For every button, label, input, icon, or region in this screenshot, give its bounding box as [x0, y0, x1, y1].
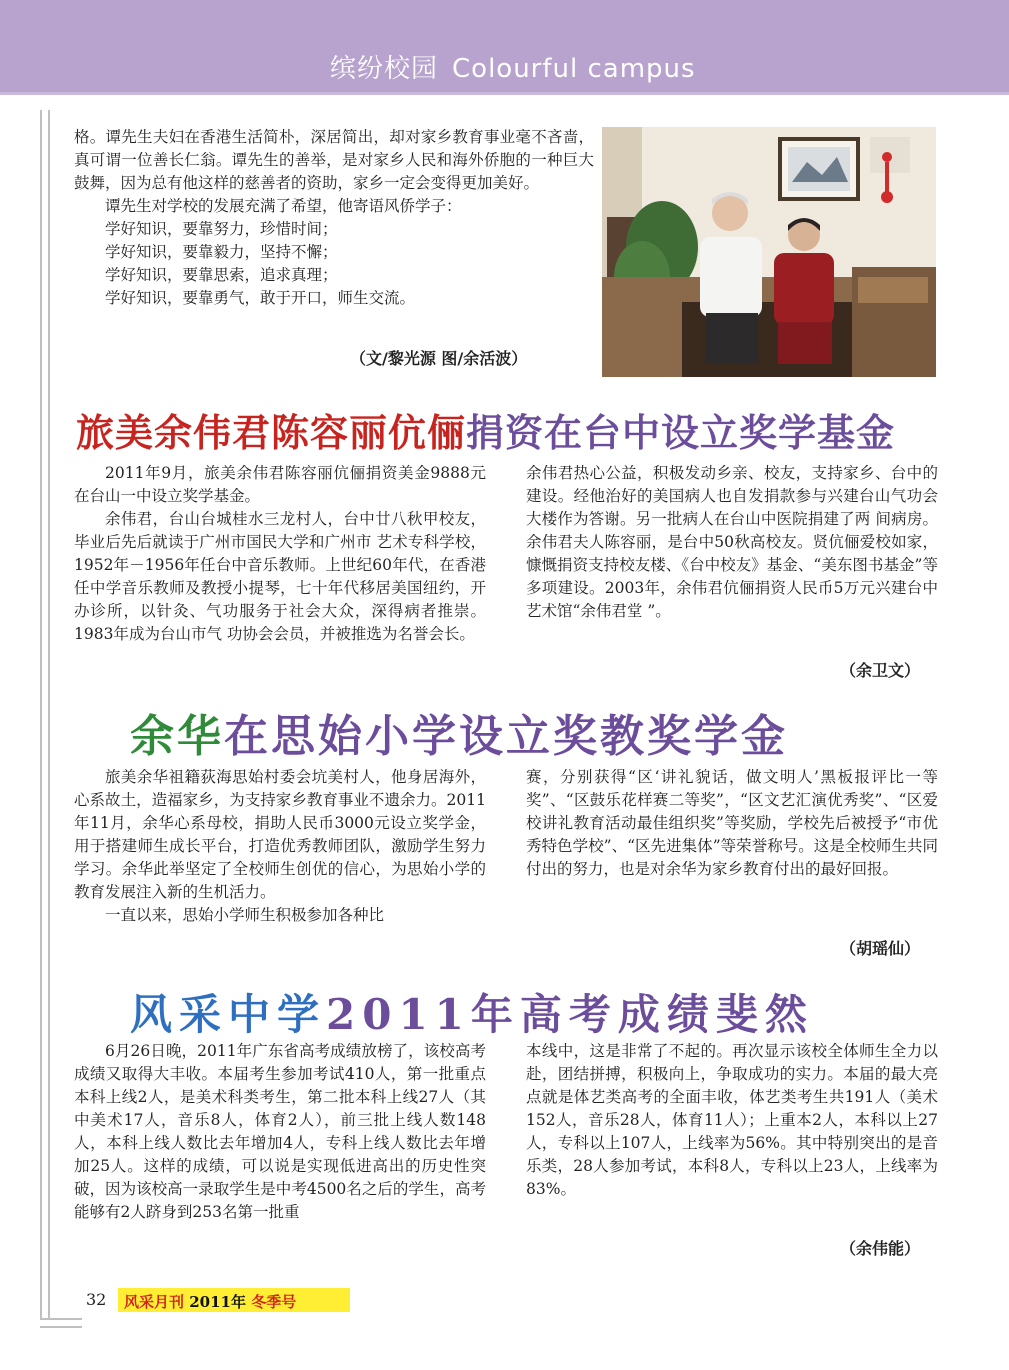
article3-column1 [74, 766, 486, 927]
article3-headline [130, 700, 788, 764]
article2-paragraph: 余伟君，台山台城桂水三龙村人，台中廿八秋甲校友，毕业后先后就读于广州市国民大学和广州市 艺术专科学校，1952年－1956年任台中音乐教师。上世纪60年代，在香港任中学音乐教师及教授小提琴，七十年代移居美国纽约，开办诊所，以针灸、气功服务于社会大众，深得病者推崇。1983年成为台山市气 功协会会员，并被推选为名誉会长。 [74, 510, 486, 643]
article2-paragraph: 2011年9月，旅美余伟君陈容丽伉俪捐资美金9888元在台山一中设立奖学基金。 [74, 464, 486, 505]
article4-column1 [74, 1040, 486, 1224]
header-divider [0, 92, 1009, 95]
article1-credit: （文/黎光源 图/余活波） [350, 349, 528, 368]
article1-paragraph: 格。谭先生夫妇在香港生活简朴，深居简出，却对家乡教育事业毫不吝啬，真可谓一位善长仁翁。谭先生的善举，是对家乡人民和海外侨胞的一种巨大鼓舞，因为总有他这样的慈善者的资助，家乡一定会变得更加美好。 [74, 128, 594, 192]
footer-magazine-name: 风采月刊 [124, 1293, 185, 1311]
bottom-margin-rule [40, 1318, 82, 1328]
article3-headline-green: 余华 [130, 711, 224, 762]
article4-headline-purple: 2011年高考成绩斐然 [326, 990, 814, 1039]
article3-paragraph: 赛，分别获得“区‘讲礼貌话，做文明人’黑板报评比一等奖”、“区鼓乐花样赛二等奖”，“区文艺汇演优秀奖”、“区爱校讲礼教育活动最佳组织奖”等奖励，学校先后被授予“市优秀特色学校”、“区先进集体”等荣誉称号。这是全校师生共同付出的努力，也是对余华为家乡教育付出的最好回报。 [526, 768, 938, 878]
article1-motto-line: 学好知识，要靠勇气，敢于开口，师生交流。 [105, 289, 416, 307]
section-title-en: Colourful campus [452, 54, 696, 84]
article3-headline-purple: 在思始小学设立奖教奖学金 [224, 711, 788, 762]
article4-credit: （余伟能） [840, 1239, 921, 1258]
article1-motto-line: 学好知识，要靠思索，追求真理； [105, 266, 338, 284]
page-number: 32 [86, 1290, 107, 1309]
article1-motto-line: 学好知识，要靠毅力，坚持不懈； [105, 243, 338, 261]
article3-paragraph: 一直以来，思始小学师生积极参加各种比 [105, 906, 385, 924]
article4-headline [130, 982, 814, 1042]
article3-paragraph: 旅美余华祖籍荻海思始村委会坑美村人，他身居海外，心系故土，造福家乡，为支持家乡教育事业不遗余力。2011年11月，余华心系母校，捐助人民币3000元设立奖学金，用于搭建师生成长平台，打造优秀教师团队，激励学生努力学习。余华此举坚定了全校师生创优的信心，为思始小学的教育发展注入新的生机活力。 [74, 768, 486, 901]
article3-credit: （胡瑶仙） [840, 939, 921, 958]
couple-photo-illustration [602, 127, 936, 377]
section-title [330, 48, 696, 85]
article3-column2 [526, 766, 938, 881]
article2-credit: （余卫文） [840, 661, 921, 680]
article2-headline-purple: 捐资在台中设立奖学基金 [466, 410, 896, 455]
left-margin-rule [40, 110, 50, 1320]
article2-paragraph: 余伟君热心公益，积极发动乡亲、校友，支持家乡、台中的建设。经他治好的美国病人也自发捐款参与兴建台山气功会大楼作为答谢。另一批病人在台山中医院捐建了两 间病房。余伟君夫人陈容丽，是台中50秋高校友。贤伉俪爱校如家，慷慨捐资支持校友楼、《台中校友》基金、“美东图书基金”等多项建设。2003年，余伟君伉俪捐资人民币5万元兴建台中艺术馆“余伟君堂 ”。 [526, 464, 938, 620]
footer-year: 2011年 [189, 1293, 246, 1311]
section-title-cn: 缤纷校园 [330, 54, 439, 84]
footer-magazine-info [124, 1291, 296, 1312]
article4-paragraph: 本线中，这是非常了不起的。再次显示该校全体师生全力以赴，团结拼搏，积极向上，争取成功的实力。本届的最大亮点就是体艺类高考的全面丰收，体艺类考生共191人（美术152人，音乐28人，体育11人）；上重本2人，本科以上27人，专科以上107人，上线率为56%。其中特别突出的是音乐类，28人参加考试，本科8人，专科以上23人，上线率为83%。 [526, 1042, 938, 1198]
couple-photo [602, 127, 936, 377]
article4-column2 [526, 1040, 938, 1201]
article1-paragraph: 谭先生对学校的发展充满了希望，他寄语风侨学子： [105, 197, 462, 215]
article4-paragraph: 6月26日晚，2011年广东省高考成绩放榜了，该校高考成绩又取得大丰收。本届考生参加考试410人，第一批重点本科上线2人，是美术科类考生，第二批本科上线27人（其中美术17人，音乐8人，体育2人），前三批上线人数148人，本科上线人数比去年增加4人，专科上线人数比去年增加25人。这样的成绩，可以说是实现低进高出的历史性突破，因为该校高一录取学生是中考4500名之后的学生，高考能够有2人跻身到253名第一批重 [74, 1042, 486, 1221]
footer-issue: 冬季号 [251, 1293, 297, 1311]
article2-headline-red: 旅美余伟君陈容丽伉俪 [76, 410, 467, 455]
article2-column1 [74, 462, 486, 646]
article1-text [74, 126, 594, 310]
article4-headline-blue: 风采中学 [130, 990, 327, 1039]
article2-headline [76, 402, 895, 457]
article2-column2 [526, 462, 938, 623]
article1-motto-line: 学好知识，要靠努力，珍惜时间； [105, 220, 338, 238]
